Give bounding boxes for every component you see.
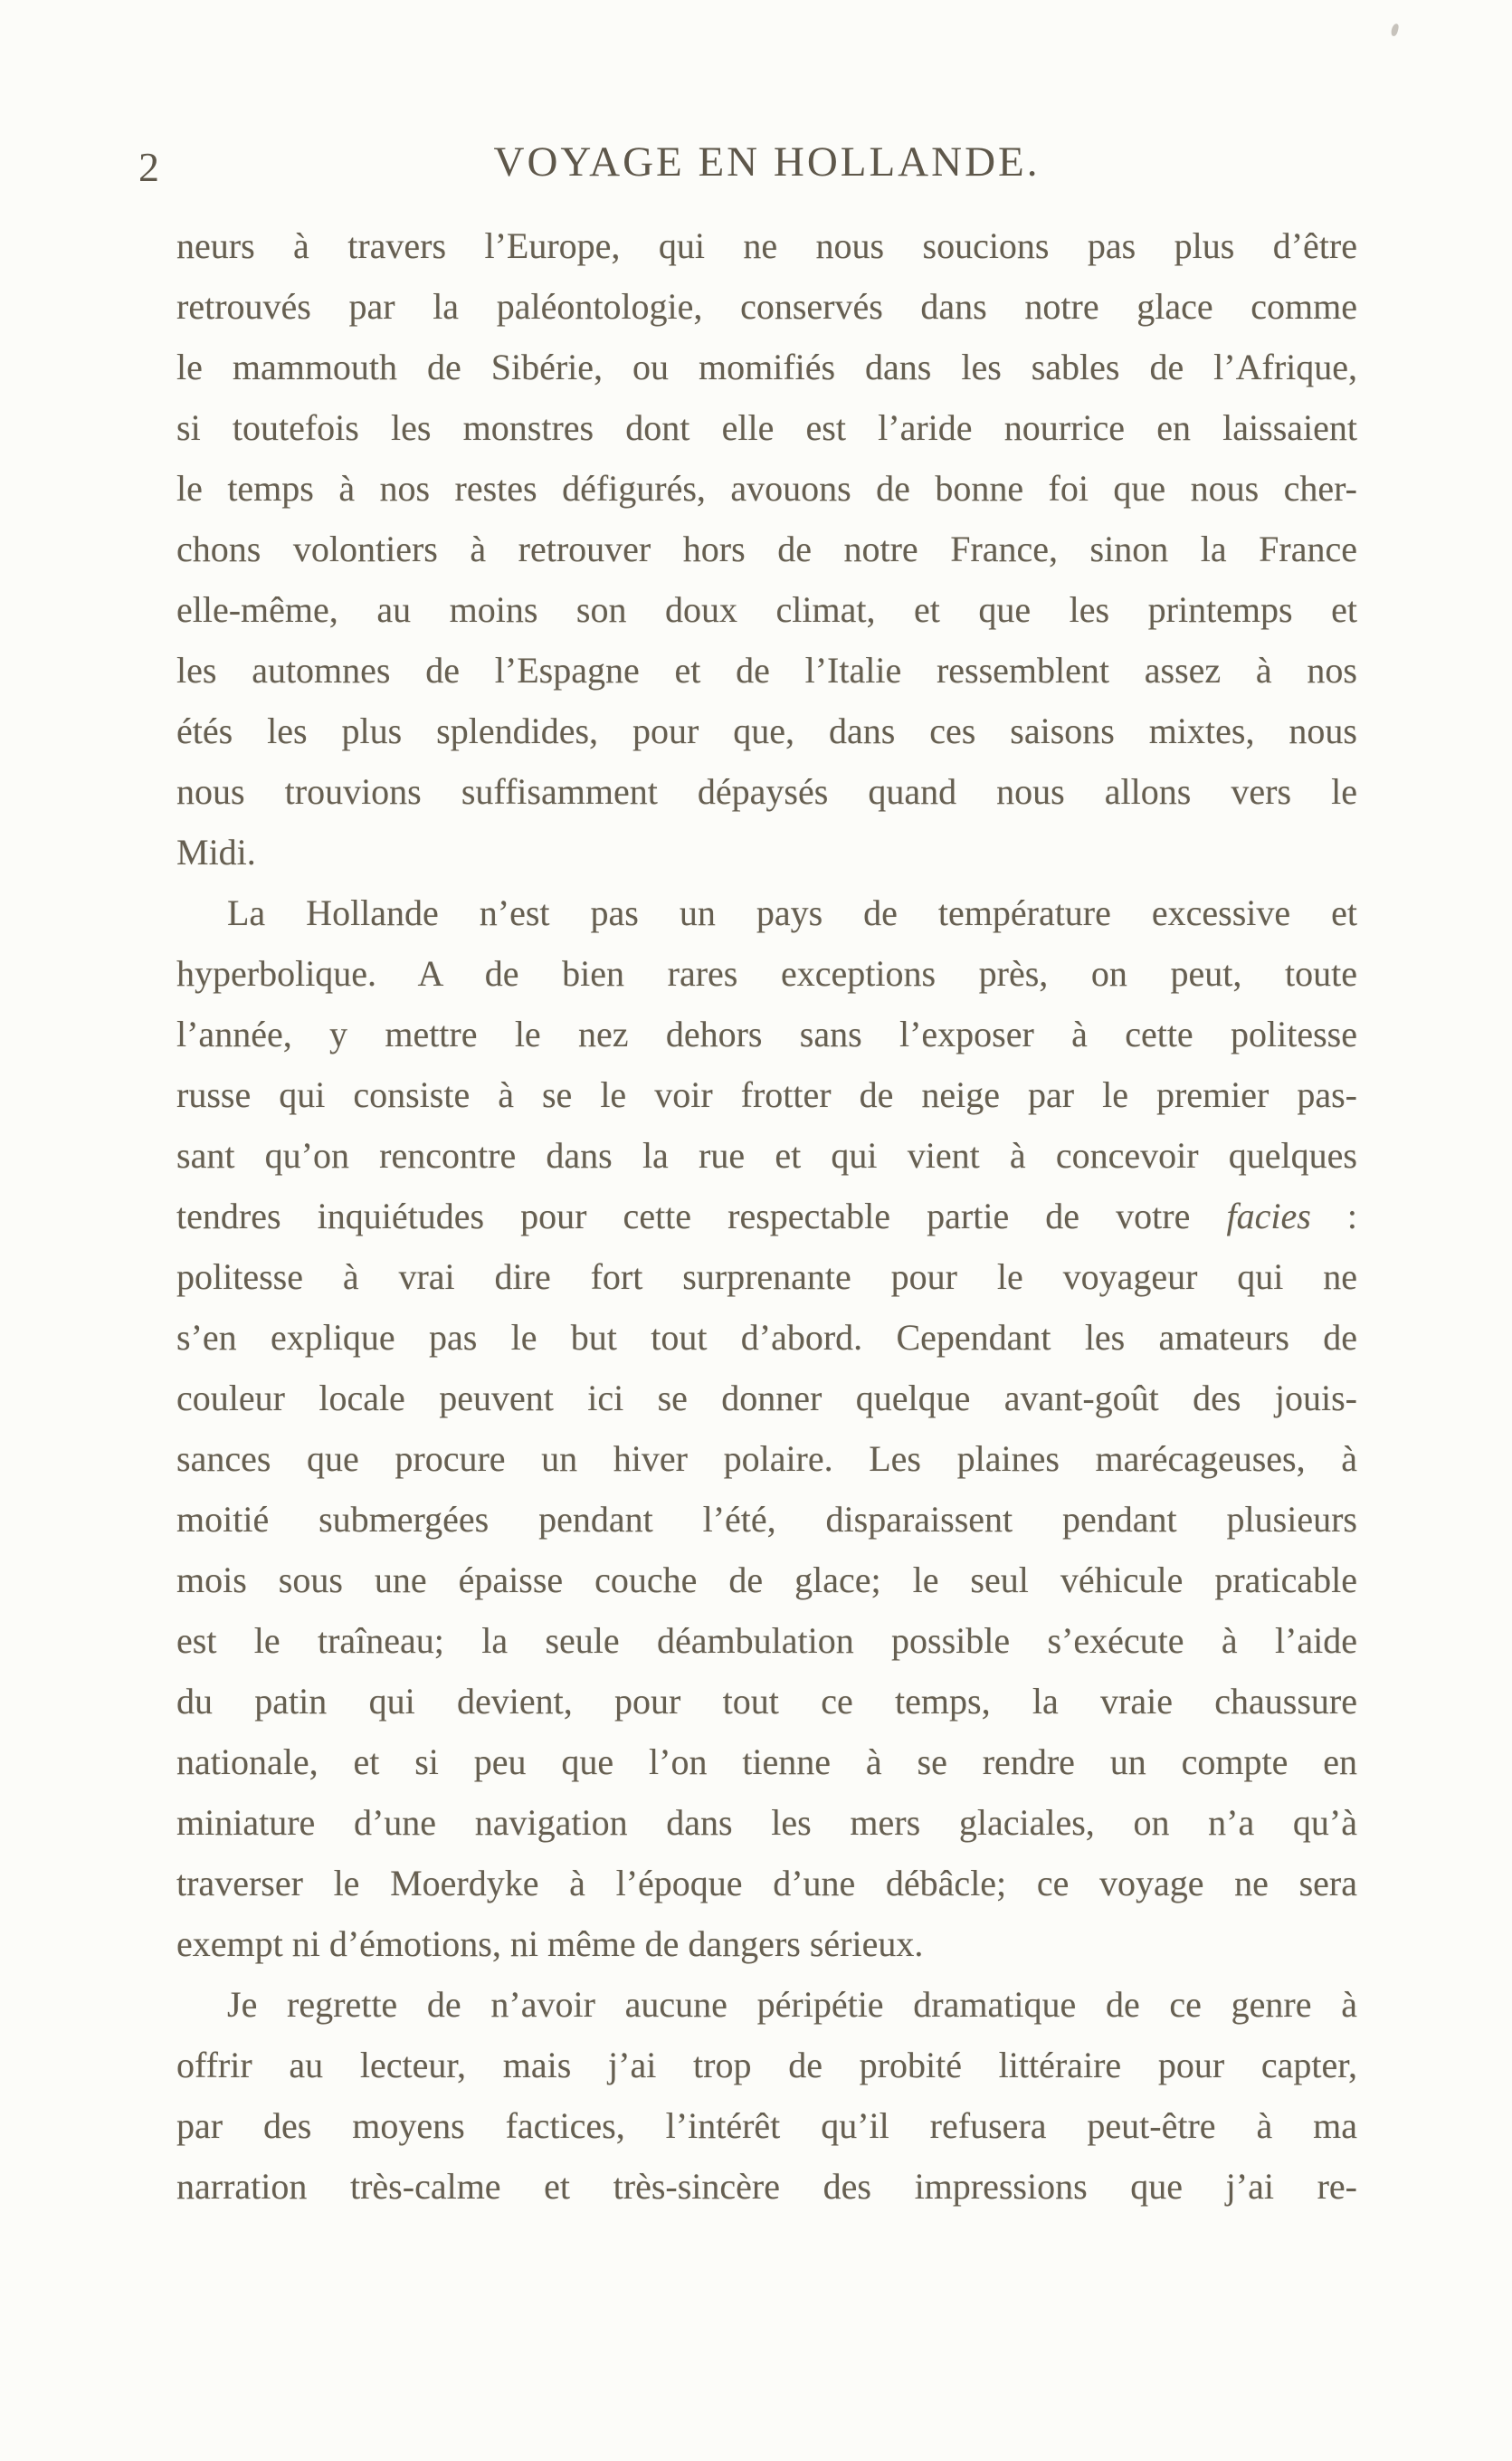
- text-line: elle-même, au moins son doux climat, et que les printemps et: [176, 589, 1357, 630]
- text-line: exempt ni d’émotions, ni même de dangers sérieux.: [176, 1923, 924, 1964]
- text-line: Midi.: [176, 832, 256, 873]
- text-line: miniature d’une navigation dans les mers glaciales, on n’a qu’à: [176, 1802, 1357, 1843]
- text-line: politesse à vrai dire fort surprenante pour le voyageur qui ne: [176, 1256, 1357, 1297]
- text-block: [176, 215, 1357, 2217]
- text-line: sances que procure un hiver polaire. Les plaines marécageuses, à: [176, 1438, 1357, 1479]
- text-line: est le traîneau; la seule déambulation possible s’exécute à l’aide: [176, 1620, 1357, 1661]
- text-line: neurs à travers l’Europe, qui ne nous soucions pas plus d’être: [176, 225, 1357, 266]
- text-line: moitié submergées pendant l’été, disparaissent pendant plusieurs: [176, 1499, 1357, 1540]
- text-line: La Hollande n’est pas un pays de température excessive et: [227, 892, 1357, 933]
- text-line: s’en explique pas le but tout d’abord. Cependant les amateurs de: [176, 1317, 1357, 1358]
- text-line: russe qui consiste à se le voir frotter de neige par le premier pas-: [176, 1074, 1357, 1115]
- text-line: les automnes de l’Espagne et de l’Italie ressemblent assez à nos: [176, 650, 1357, 691]
- text-line: hyperbolique. A de bien rares exceptions près, on peut, toute: [176, 953, 1357, 994]
- text-line: couleur locale peuvent ici se donner quelque avant-goût des jouis-: [176, 1378, 1357, 1418]
- text-line: narration très-calme et très-sincère des impressions que j’ai re-: [176, 2166, 1357, 2207]
- text-line: nationale, et si peu que l’on tienne à se rendre un compte en: [176, 1741, 1357, 1782]
- text-line: retrouvés par la paléontologie, conservés dans notre glace comme: [176, 286, 1357, 327]
- text-line: mois sous une épaisse couche de glace; le seul véhicule praticable: [176, 1560, 1357, 1600]
- text-line: traverser le Moerdyke à l’époque d’une débâcle; ce voyage ne sera: [176, 1863, 1357, 1903]
- text-line: le mammouth de Sibérie, ou momifiés dans les sables de l’Afrique,: [176, 347, 1357, 387]
- text-line: Je regrette de n’avoir aucune péripétie dramatique de ce genre à: [227, 1984, 1357, 2025]
- text-line: du patin qui devient, pour tout ce temps, la vraie chaussure: [176, 1681, 1357, 1722]
- text-line: sant qu’on rencontre dans la rue et qui vient à concevoir quelques: [176, 1135, 1357, 1176]
- text-line: si toutefois les monstres dont elle est l’aride nourrice en laissaient: [176, 407, 1357, 448]
- text-line: nous trouvions suffisamment dépaysés quand nous allons vers le: [176, 771, 1357, 812]
- running-title: VOYAGE EN HOLLANDE.: [493, 138, 1041, 186]
- text-line: offrir au lecteur, mais j’ai trop de probité littéraire pour capter,: [176, 2045, 1357, 2085]
- text-line: tendres inquiétudes pour cette respectable partie de votre facies :: [176, 1196, 1358, 1236]
- text-line: l’année, y mettre le nez dehors sans l’exposer à cette politesse: [176, 1014, 1357, 1054]
- text-line: étés les plus splendides, pour que, dans ces saisons mixtes, nous: [176, 711, 1357, 751]
- page-number: 2: [138, 144, 159, 190]
- running-head: [138, 138, 1357, 201]
- text-line: par des moyens factices, l’intérêt qu’il refusera peut-être à ma: [176, 2105, 1357, 2146]
- text-line: le temps à nos restes défigurés, avouons de bonne foi que nous cher-: [176, 468, 1357, 509]
- ink-speck: [1390, 23, 1399, 36]
- text-line: chons volontiers à retrouver hors de notre France, sinon la France: [176, 529, 1357, 569]
